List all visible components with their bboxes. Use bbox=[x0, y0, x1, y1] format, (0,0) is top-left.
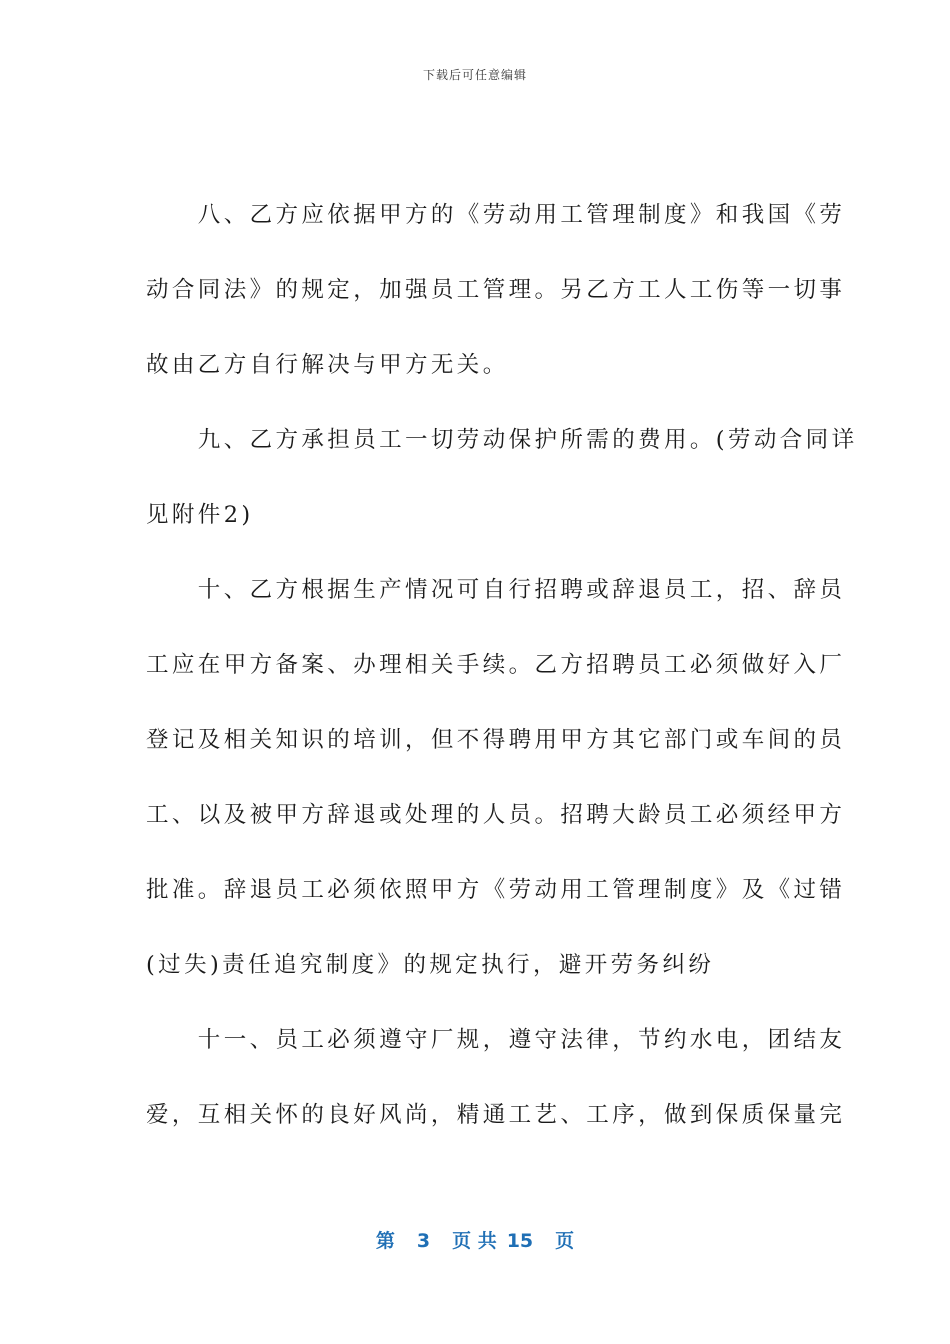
text-line: 动合同法》的规定，加强员工管理。另乙方工人工伤等一切事 bbox=[146, 277, 846, 303]
current-page-number: 3 bbox=[416, 1230, 431, 1252]
text-line: 工应在甲方备案、办理相关手续。乙方招聘员工必须做好入厂 bbox=[146, 652, 846, 678]
header-note: 下载后可任意编辑 bbox=[422, 68, 527, 82]
text-line: 十、乙方根据生产情况可自行招聘或辞退员工，招、辞员 bbox=[146, 577, 846, 603]
text-line: 批准。辞退员工必须依照甲方《劳动用工管理制度》及《过错 bbox=[146, 877, 846, 903]
text-line: (过失)责任追究制度》的规定执行，避开劳务纠纷 bbox=[146, 952, 715, 978]
text-line: 爱，互相关怀的良好风尚，精通工艺、工序，做到保质保量完 bbox=[146, 1102, 846, 1128]
page-mid-label: 页 共 bbox=[452, 1230, 497, 1252]
text-line: 九、乙方承担员工一切劳动保护所需的费用。(劳动合同详 bbox=[146, 427, 858, 453]
text-line: 工、以及被甲方辞退或处理的人员。招聘大龄员工必须经甲方 bbox=[146, 802, 846, 828]
text-line: 登记及相关知识的培训，但不得聘用甲方其它部门或车间的员 bbox=[146, 727, 846, 753]
page-suffix: 页 bbox=[555, 1230, 575, 1252]
total-pages-number: 15 bbox=[506, 1230, 534, 1252]
text-line: 故由乙方自行解决与甲方无关。 bbox=[146, 352, 509, 378]
text-line: 见附件2) bbox=[146, 502, 254, 528]
text-line: 八、乙方应依据甲方的《劳动用工管理制度》和我国《劳 bbox=[146, 202, 846, 228]
page-footer bbox=[0, 1226, 950, 1253]
page-prefix: 第 bbox=[375, 1230, 395, 1252]
text-line: 十一、员工必须遵守厂规，遵守法律，节约水电，团结友 bbox=[146, 1027, 846, 1053]
